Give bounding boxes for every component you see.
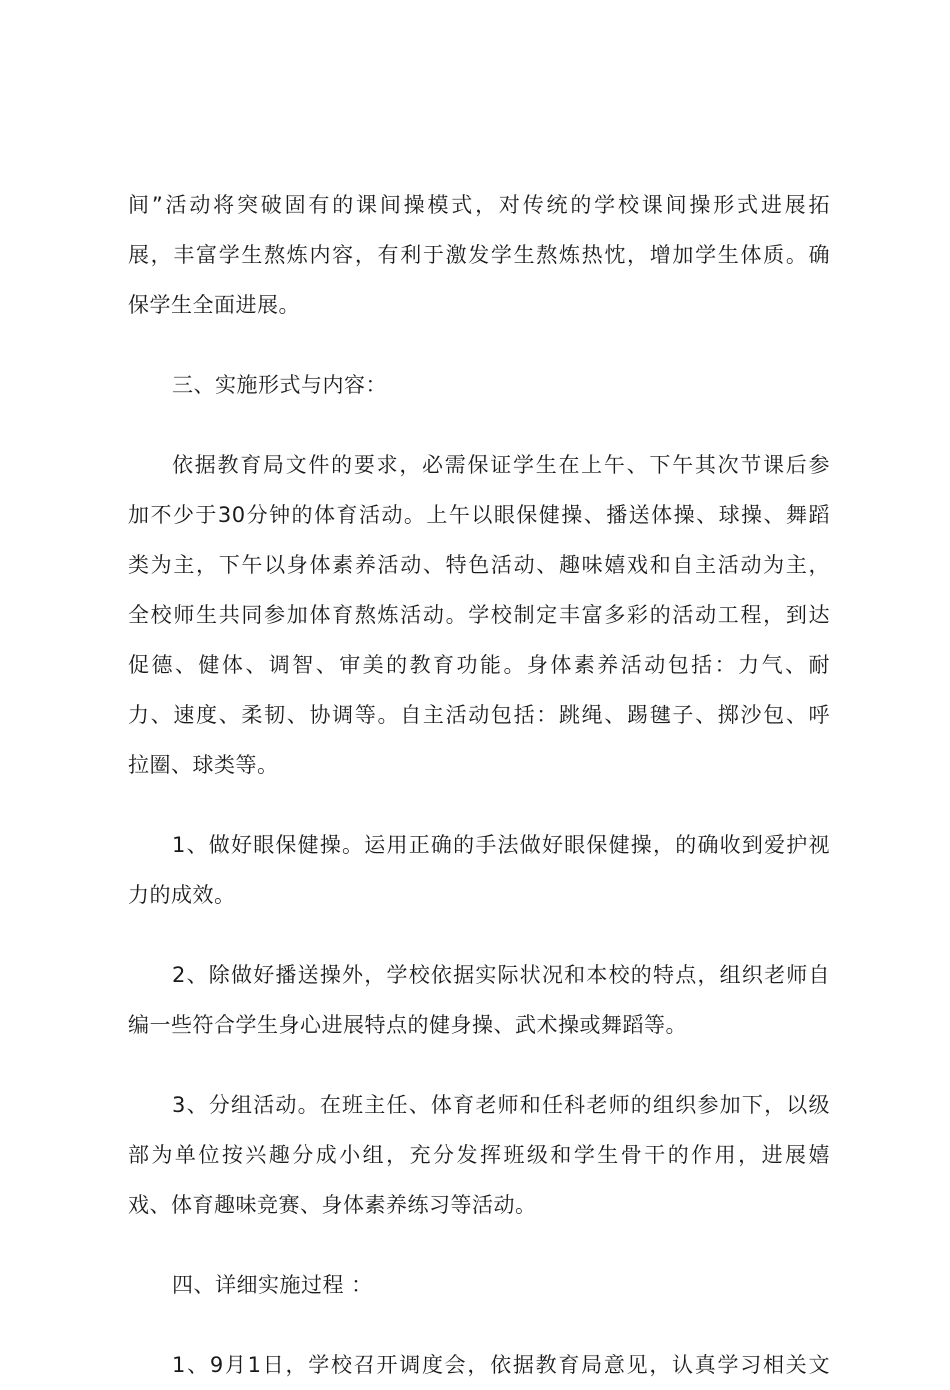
text-line: 部为单位按兴趣分成小组，充分发挥班级和学生骨干的作用，进展嬉 <box>128 1143 830 1167</box>
paragraph-intro-continued <box>128 180 830 330</box>
section-heading-3 <box>128 360 830 410</box>
paragraph-process-item-1 <box>128 1340 830 1390</box>
paragraph-item-2 <box>128 950 830 1050</box>
text-line: 力、速度、柔韧、协调等。自主活动包括：跳绳、踢毽子、掷沙包、呼 <box>128 703 830 727</box>
text-line: 1、9月1日，学校召开调度会，依据教育局意见，认真学习相关文 <box>172 1353 830 1377</box>
section-heading-4 <box>128 1260 830 1310</box>
text-line: 2、除做好播送操外，学校依据实际状况和本校的特点，组织老师自 <box>172 963 830 987</box>
heading-line: 三、实施形式与内容： <box>172 373 387 397</box>
text-line: 加不少于30分钟的体育活动。上午以眼保健操、播送体操、球操、舞蹈 <box>128 503 830 527</box>
text-line: 拉圈、球类等。 <box>128 753 279 777</box>
text-line: 力的成效。 <box>128 883 236 907</box>
text-line: 展，丰富学生熬炼内容，有利于激发学生熬炼热忱，增加学生体质。确 <box>128 243 830 267</box>
text-line: 间”活动将突破固有的课间操模式，对传统的学校课间操形式进展拓 <box>128 193 830 217</box>
text-line: 类为主，下午以身体素养活动、特色活动、趣味嬉戏和自主活动为主， <box>128 553 830 577</box>
text-line: 促德、健体、调智、审美的教育功能。身体素养活动包括：力气、耐 <box>128 653 830 677</box>
text-line: 编一些符合学生身心进展特点的健身操、武术操或舞蹈等。 <box>128 1013 687 1037</box>
paragraph-requirements <box>128 440 830 790</box>
text-line: 全校师生共同参加体育熬炼活动。学校制定丰富多彩的活动工程，到达 <box>128 603 830 627</box>
document-body <box>128 180 830 1390</box>
paragraph-item-3 <box>128 1080 830 1230</box>
text-line: 3、分组活动。在班主任、体育老师和任科老师的组织参加下，以级 <box>172 1093 830 1117</box>
text-line: 1、做好眼保健操。运用正确的手法做好眼保健操，的确收到爱护视 <box>172 833 830 857</box>
heading-line: 四、详细实施过程 ： <box>172 1273 373 1297</box>
text-line: 保学生全面进展。 <box>128 293 300 317</box>
text-line: 依据教育局文件的要求，必需保证学生在上午、下午其次节课后参 <box>172 453 830 477</box>
text-line: 戏、体育趣味竞赛、身体素养练习等活动。 <box>128 1193 537 1217</box>
paragraph-item-1 <box>128 820 830 920</box>
